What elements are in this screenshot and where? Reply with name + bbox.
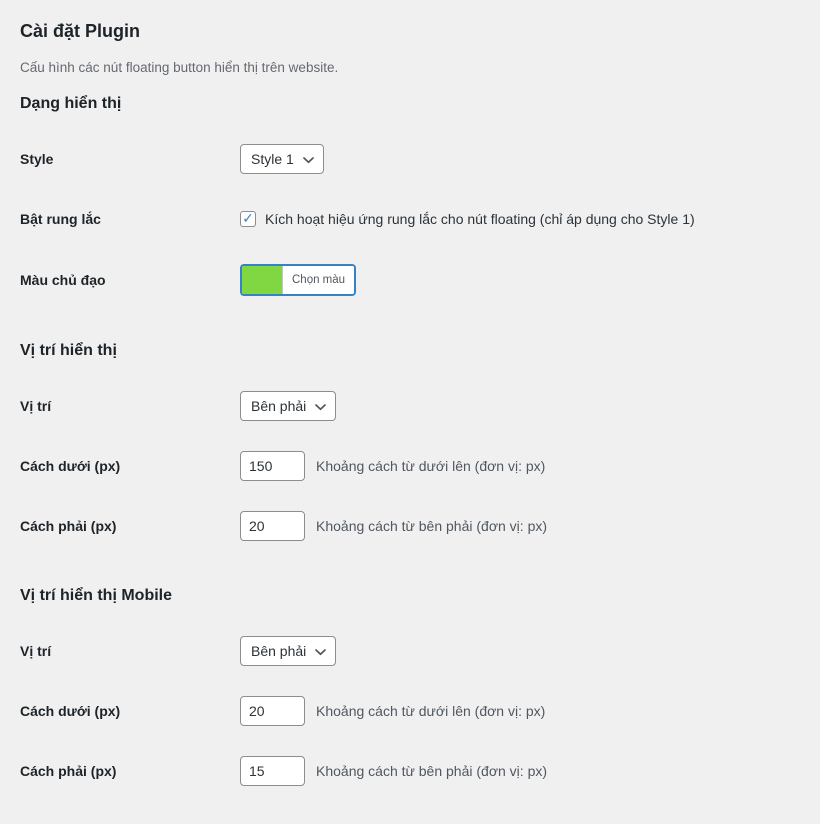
field-label-color: Màu chủ đạo [20, 272, 106, 288]
field-label-shake: Bật rung lắc [20, 211, 101, 227]
position-mobile-select-value: Bên phải [251, 643, 307, 659]
section-heading-position: Vị trí hiển thị [20, 342, 117, 359]
chevron-down-icon [303, 157, 314, 164]
page-subtitle: Cấu hình các nút floating button hiển thị trên website. [20, 60, 339, 75]
color-picker-button[interactable] [240, 264, 356, 296]
field-label-style: Style [20, 151, 54, 167]
field-label-right-offset: Cách phải (px) [20, 518, 117, 534]
form-row-right-offset [20, 511, 800, 541]
page-title: Cài đặt Plugin [20, 21, 141, 41]
chevron-down-icon [315, 649, 326, 656]
right-offset-mobile-description: Khoảng cách từ bên phải (đơn vị: px) [316, 763, 548, 779]
form-row-bottom-offset-mobile [20, 696, 800, 726]
form-row-shake [20, 204, 800, 234]
bottom-offset-mobile-description: Khoảng cách từ dưới lên (đơn vị: px) [316, 703, 546, 719]
section-heading-display-style: Dạng hiển thị [20, 95, 122, 112]
section-heading-position-mobile: Vị trí hiển thị Mobile [20, 587, 172, 604]
chevron-down-icon [315, 404, 326, 411]
shake-checkbox[interactable] [240, 211, 256, 227]
field-label-bottom-offset-mobile: Cách dưới (px) [20, 703, 121, 719]
form-row-bottom-offset [20, 451, 800, 481]
field-label-right-offset-mobile: Cách phải (px) [20, 763, 117, 779]
form-row-color [20, 264, 800, 296]
style-select-value: Style 1 [251, 151, 294, 167]
form-row-style [20, 144, 800, 174]
field-label-position: Vị trí [20, 398, 52, 414]
right-offset-description: Khoảng cách từ bên phải (đơn vị: px) [316, 518, 548, 534]
bottom-offset-input[interactable] [240, 451, 305, 481]
position-mobile-select[interactable] [240, 636, 336, 666]
style-select[interactable] [240, 144, 324, 174]
shake-checkbox-label: Kích hoạt hiệu ứng rung lắc cho nút floating (chỉ áp dụng cho Style 1) [265, 211, 695, 227]
form-row-position-mobile [20, 636, 800, 666]
field-label-bottom-offset: Cách dưới (px) [20, 458, 121, 474]
right-offset-input[interactable] [240, 511, 305, 541]
form-row-right-offset-mobile [20, 756, 800, 786]
bottom-offset-mobile-input[interactable] [240, 696, 305, 726]
position-select-value: Bên phải [251, 398, 307, 414]
color-swatch [242, 266, 282, 294]
color-picker-label: Chọn màu [282, 266, 354, 294]
position-select[interactable] [240, 391, 336, 421]
field-label-position-mobile: Vị trí [20, 643, 52, 659]
check-icon: ✓ [242, 210, 254, 226]
right-offset-mobile-input[interactable] [240, 756, 305, 786]
bottom-offset-description: Khoảng cách từ dưới lên (đơn vị: px) [316, 458, 546, 474]
form-row-position [20, 391, 800, 421]
shake-checkbox-row [240, 210, 695, 228]
